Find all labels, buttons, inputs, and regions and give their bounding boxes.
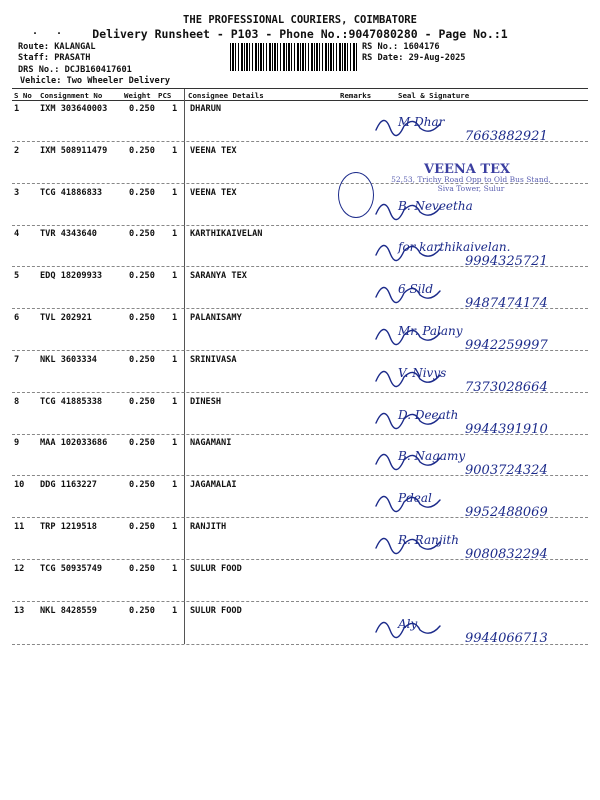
pieces-count: 1 (172, 438, 178, 448)
serial-number: 12 (14, 564, 25, 574)
serial-number: 2 (14, 146, 20, 156)
table-row (0, 146, 600, 158)
pieces-count: 1 (172, 397, 178, 407)
pieces-count: 1 (172, 271, 178, 281)
signature-name: V. Nivys (398, 366, 447, 380)
table-row (0, 313, 600, 325)
consignee-name: DHARUN (190, 104, 222, 114)
consignment-number: TRP 1219518 (40, 522, 97, 532)
signature-name: Pdeal (398, 491, 432, 505)
table-row (0, 104, 600, 116)
signature-name: R. Ranjith (398, 533, 459, 547)
consignee-name: KARTHIKAIVELAN (190, 229, 263, 239)
pieces-count: 1 (172, 564, 178, 574)
signature-phone: 9952488069 (465, 505, 548, 520)
consignment-number: MAA 102033686 (40, 438, 108, 448)
pieces-count: 1 (172, 480, 178, 490)
staff-label: Staff: PRASATH (18, 53, 91, 63)
rs-date: RS Date: 29-Aug-2025 (362, 53, 466, 63)
table-row (0, 522, 600, 534)
signature-name: Aly (398, 617, 418, 631)
pieces-count: 1 (172, 146, 178, 156)
col-header-weight: Weight (124, 91, 151, 100)
barcode-image (230, 43, 358, 71)
consignment-number: NKL 8428559 (40, 606, 97, 616)
consignment-number: TCG 41886833 (40, 188, 103, 198)
table-row (0, 271, 600, 283)
weight-value: 0.250 (129, 146, 155, 156)
consignment-number: IXM 303640003 (40, 104, 108, 114)
serial-number: 11 (14, 522, 25, 532)
consignment-number: IXM 508911479 (40, 146, 108, 156)
consignment-number: EDQ 18209933 (40, 271, 103, 281)
serial-number: 3 (14, 188, 20, 198)
serial-number: 7 (14, 355, 20, 365)
weight-value: 0.250 (129, 188, 155, 198)
header-bottom-rule (12, 100, 588, 101)
signature-name: Mr. Palany (398, 324, 463, 338)
serial-number: 1 (14, 104, 20, 114)
consignment-number: DDG 1163227 (40, 480, 97, 490)
pieces-count: 1 (172, 522, 178, 532)
weight-value: 0.250 (129, 480, 155, 490)
stamp-address: 52,53, Trichy Road Opp to Old Bus Stand, Siva Tower, Sulur (391, 175, 551, 193)
col-header-seal: Seal & Signature (398, 91, 470, 100)
signature-name: 6 Sild (398, 282, 434, 296)
signature-phone: 9487474174 (465, 296, 548, 311)
table-row (0, 606, 600, 618)
consignment-number: TVL 202921 (40, 313, 92, 323)
serial-number: 6 (14, 313, 20, 323)
col-header-sno: S No (14, 91, 32, 100)
signature-name: for karthikaivelan. (398, 240, 511, 254)
signature-phone: 7663882921 (465, 129, 548, 144)
table-row (0, 480, 600, 492)
consignee-name: SARANYA TEX (190, 271, 247, 281)
signature-phone: 9942259997 (465, 338, 548, 353)
consignment-number: TCG 41885338 (40, 397, 103, 407)
signature-phone: 9994325721 (465, 254, 548, 269)
weight-value: 0.250 (129, 355, 155, 365)
header-marks: . . (32, 26, 69, 37)
stamp-company-name: VEENA TEX (424, 162, 511, 177)
signature-phone: 9944066713 (465, 631, 548, 646)
row-divider (12, 601, 588, 602)
serial-number: 9 (14, 438, 20, 448)
consignee-name: PALANISAMY (190, 313, 242, 323)
consignee-name: NAGAMANI (190, 438, 232, 448)
weight-value: 0.250 (129, 564, 155, 574)
weight-value: 0.250 (129, 104, 155, 114)
route-label: Route: KALANGAL (18, 42, 96, 52)
table-row (0, 564, 600, 576)
pieces-count: 1 (172, 104, 178, 114)
weight-value: 0.250 (129, 438, 155, 448)
signature-name: B. Neveetha (398, 199, 473, 213)
company-title: THE PROFESSIONAL COURIERS, COIMBATORE (183, 14, 417, 26)
weight-value: 0.250 (129, 271, 155, 281)
signature-phone: 9080832294 (465, 547, 548, 562)
pieces-count: 1 (172, 229, 178, 239)
pieces-count: 1 (172, 313, 178, 323)
table-row (0, 355, 600, 367)
table-row (0, 438, 600, 450)
consignee-name: SULUR FOOD (190, 564, 242, 574)
table-bottom-rule (12, 644, 588, 645)
pieces-count: 1 (172, 188, 178, 198)
vehicle-label: Vehicle: Two Wheeler Delivery (20, 76, 171, 86)
consignment-number: TCG 50935749 (40, 564, 103, 574)
consignee-name: VEENA TEX (190, 188, 237, 198)
col-header-consignment: Consignment No (40, 91, 103, 100)
pieces-count: 1 (172, 606, 178, 616)
rs-number: RS No.: 1604176 (362, 42, 440, 52)
serial-number: 4 (14, 229, 20, 239)
consignee-name: JAGAMALAI (190, 480, 237, 490)
signature-name: D. Deeath (398, 408, 459, 422)
weight-value: 0.250 (129, 397, 155, 407)
serial-number: 10 (14, 480, 25, 490)
serial-number: 5 (14, 271, 20, 281)
signature-phone: 9003724324 (465, 463, 548, 478)
weight-value: 0.250 (129, 313, 155, 323)
runsheet-subtitle: Delivery Runsheet - P103 - Phone No.:9047080280 - Page No.:1 (92, 27, 508, 41)
weight-value: 0.250 (129, 522, 155, 532)
col-header-remarks: Remarks (340, 91, 372, 100)
table-row (0, 397, 600, 409)
consignment-number: NKL 3603334 (40, 355, 97, 365)
col-header-consignee: Consignee Details (188, 91, 264, 100)
serial-number: 8 (14, 397, 20, 407)
consignee-name: SULUR FOOD (190, 606, 242, 616)
weight-value: 0.250 (129, 606, 155, 616)
signature-phone: 7373028664 (465, 380, 548, 395)
serial-number: 13 (14, 606, 25, 616)
signature-name: M Dhar (398, 115, 445, 129)
consignment-number: TVR 4343640 (40, 229, 97, 239)
col-header-pcs: PCS (158, 91, 172, 100)
table-row (0, 229, 600, 241)
table-top-rule (12, 88, 588, 89)
signature-name: B. Nagamy (398, 449, 466, 463)
signature-phone: 9944391910 (465, 422, 548, 437)
stamp-scribble (338, 172, 374, 218)
drs-number: DRS No.: DCJB160417601 (18, 65, 132, 75)
consignee-name: VEENA TEX (190, 146, 237, 156)
consignee-name: RANJITH (190, 522, 227, 532)
weight-value: 0.250 (129, 229, 155, 239)
consignee-name: DINESH (190, 397, 222, 407)
consignee-name: SRINIVASA (190, 355, 237, 365)
pieces-count: 1 (172, 355, 178, 365)
